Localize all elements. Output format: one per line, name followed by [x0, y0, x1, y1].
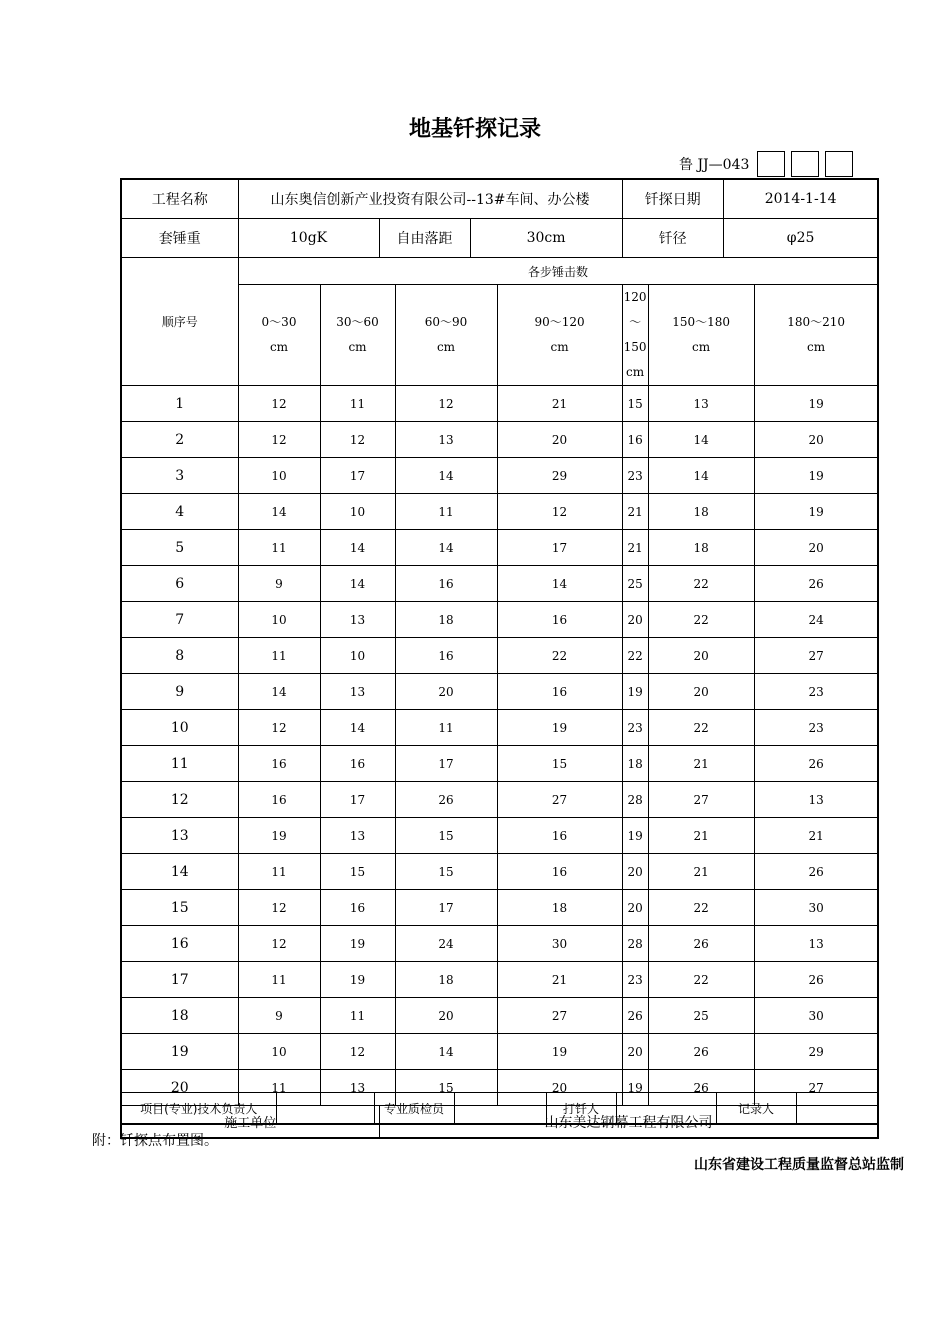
row-number: 12: [121, 782, 238, 818]
blow-count-cell[interactable]: 12: [238, 890, 320, 926]
blow-count-cell[interactable]: 16: [238, 782, 320, 818]
table-row: [121, 710, 878, 746]
date-value[interactable]: 2014-1-14: [723, 179, 878, 219]
table-row: [121, 962, 878, 998]
blow-count-cell[interactable]: 21: [497, 962, 622, 998]
construction-unit-value[interactable]: 山东美达钢幕工程有限公司: [379, 1106, 878, 1139]
blow-count-cell[interactable]: 12: [395, 386, 497, 422]
row-number: 4: [121, 494, 238, 530]
form-code-row: [679, 150, 853, 178]
blow-count-cell[interactable]: 26: [754, 566, 878, 602]
blow-count-cell[interactable]: 11: [238, 638, 320, 674]
blow-count-cell[interactable]: 19: [497, 710, 622, 746]
blow-count-cell[interactable]: 21: [497, 386, 622, 422]
blow-count-cell[interactable]: 20: [497, 422, 622, 458]
blow-count-cell[interactable]: 10: [320, 494, 395, 530]
blow-count-cell[interactable]: 12: [238, 422, 320, 458]
blow-count-cell[interactable]: 26: [754, 854, 878, 890]
table-row: [121, 1034, 878, 1070]
blow-count-cell[interactable]: 11: [238, 854, 320, 890]
blow-count-cell[interactable]: 14: [395, 1034, 497, 1070]
blow-count-cell[interactable]: 19: [754, 494, 878, 530]
blow-count-cell[interactable]: 11: [238, 530, 320, 566]
drop-value[interactable]: 30cm: [470, 219, 622, 258]
blows-label: 各步锤击数: [238, 258, 878, 285]
table-row: [121, 854, 878, 890]
blow-count-cell[interactable]: 11: [320, 386, 395, 422]
row-number: 16: [121, 926, 238, 962]
hammer-value[interactable]: 10gK: [238, 219, 379, 258]
blow-count-cell[interactable]: 16: [497, 602, 622, 638]
row-number: 2: [121, 422, 238, 458]
blow-count-cell[interactable]: 16: [622, 422, 648, 458]
range-header: 60～90 cm: [395, 285, 497, 386]
blow-count-cell[interactable]: 22: [648, 962, 754, 998]
blow-count-cell[interactable]: 27: [754, 638, 878, 674]
range-header: 150～180 cm: [648, 285, 754, 386]
blow-count-cell[interactable]: 16: [497, 818, 622, 854]
table-row: [121, 458, 878, 494]
blow-count-cell[interactable]: 22: [648, 566, 754, 602]
blow-count-cell[interactable]: 21: [648, 818, 754, 854]
row-number: 18: [121, 998, 238, 1034]
blow-count-cell[interactable]: 20: [395, 674, 497, 710]
blow-count-cell[interactable]: 17: [497, 530, 622, 566]
row-number: 3: [121, 458, 238, 494]
blow-count-cell[interactable]: 19: [320, 962, 395, 998]
row-number: 15: [121, 890, 238, 926]
blow-count-cell[interactable]: 12: [320, 422, 395, 458]
blow-count-cell[interactable]: 23: [754, 710, 878, 746]
blow-count-cell[interactable]: 14: [395, 530, 497, 566]
blow-count-cell[interactable]: 13: [320, 674, 395, 710]
project-label: 工程名称: [121, 179, 238, 219]
blow-count-cell[interactable]: 13: [320, 602, 395, 638]
table-row: [121, 494, 878, 530]
blow-count-cell[interactable]: 12: [320, 1034, 395, 1070]
blow-count-cell[interactable]: 19: [238, 818, 320, 854]
table-row: [121, 674, 878, 710]
blow-count-cell[interactable]: 12: [238, 710, 320, 746]
blow-count-cell[interactable]: 23: [754, 674, 878, 710]
blow-count-cell[interactable]: 26: [648, 1034, 754, 1070]
row-number: 11: [121, 746, 238, 782]
code-box-3[interactable]: [825, 151, 853, 177]
recorder-label: 记录人: [716, 1093, 796, 1125]
blow-count-cell[interactable]: 15: [395, 818, 497, 854]
blow-count-cell[interactable]: 19: [754, 386, 878, 422]
blow-count-cell[interactable]: 28: [622, 926, 648, 962]
row-number: 13: [121, 818, 238, 854]
rod-label: 钎径: [622, 219, 723, 258]
qc-label: 专业质检员: [374, 1093, 454, 1125]
blow-count-cell[interactable]: 20: [622, 890, 648, 926]
blow-count-cell[interactable]: 16: [395, 638, 497, 674]
row-number: 10: [121, 710, 238, 746]
blow-count-cell[interactable]: 25: [648, 998, 754, 1034]
probe-record-table: [120, 178, 879, 1139]
tech-lead-signature[interactable]: [276, 1093, 374, 1125]
blow-count-cell[interactable]: 17: [395, 746, 497, 782]
recorder-signature[interactable]: [796, 1093, 878, 1125]
row-number: 5: [121, 530, 238, 566]
blow-count-cell[interactable]: 11: [395, 710, 497, 746]
blow-count-cell[interactable]: 20: [648, 638, 754, 674]
blow-count-cell[interactable]: 15: [395, 854, 497, 890]
blow-count-cell[interactable]: 23: [622, 458, 648, 494]
driller-label: 打钎人: [546, 1093, 616, 1125]
table-row: [121, 638, 878, 674]
blow-count-cell[interactable]: 20: [648, 674, 754, 710]
row-number: 19: [121, 1034, 238, 1070]
blow-count-cell[interactable]: 14: [238, 674, 320, 710]
table-row: [121, 890, 878, 926]
row-number: 20: [121, 1070, 238, 1106]
blow-count-cell[interactable]: 13: [320, 1070, 395, 1106]
row-number: 9: [121, 674, 238, 710]
blow-count-cell[interactable]: 16: [320, 890, 395, 926]
blow-count-cell[interactable]: 11: [395, 494, 497, 530]
blow-count-cell[interactable]: 15: [320, 854, 395, 890]
blow-count-cell[interactable]: 10: [238, 458, 320, 494]
blow-count-cell[interactable]: 14: [320, 710, 395, 746]
data-rows: [121, 386, 878, 1106]
range-header: 90～120 cm: [497, 285, 622, 386]
blow-count-cell[interactable]: 13: [395, 422, 497, 458]
blow-count-cell[interactable]: 27: [497, 998, 622, 1034]
blow-count-cell[interactable]: 20: [622, 854, 648, 890]
blow-count-cell[interactable]: 22: [648, 602, 754, 638]
blow-count-cell[interactable]: 11: [238, 1070, 320, 1106]
blow-count-cell[interactable]: 30: [754, 998, 878, 1034]
blow-count-cell[interactable]: 9: [238, 998, 320, 1034]
blow-count-cell[interactable]: 9: [238, 566, 320, 602]
blow-count-cell[interactable]: 26: [754, 962, 878, 998]
blow-count-cell[interactable]: 10: [238, 602, 320, 638]
blow-count-cell[interactable]: 16: [238, 746, 320, 782]
table-row: [121, 530, 878, 566]
project-value[interactable]: 山东奥信创新产业投资有限公司--13#车间、办公楼: [238, 179, 622, 219]
code-box-1[interactable]: [757, 151, 785, 177]
blow-count-cell[interactable]: 27: [754, 1070, 878, 1106]
blow-count-cell[interactable]: 16: [497, 854, 622, 890]
drop-label: 自由落距: [379, 219, 470, 258]
blow-count-cell[interactable]: 10: [320, 638, 395, 674]
blow-count-cell[interactable]: 26: [648, 1070, 754, 1106]
qc-signature[interactable]: [454, 1093, 546, 1125]
table-row: [121, 422, 878, 458]
blow-count-cell[interactable]: 26: [395, 782, 497, 818]
hammer-label: 套锤重: [121, 219, 238, 258]
blow-count-cell[interactable]: 18: [648, 530, 754, 566]
blow-count-cell[interactable]: 12: [238, 926, 320, 962]
row-number: 8: [121, 638, 238, 674]
issuer: 山东省建设工程质量监督总站监制: [694, 1157, 904, 1173]
blow-count-cell[interactable]: 18: [497, 890, 622, 926]
blow-count-cell[interactable]: 14: [238, 494, 320, 530]
blow-count-cell[interactable]: 21: [648, 746, 754, 782]
blow-count-cell[interactable]: 26: [622, 998, 648, 1034]
blow-count-cell[interactable]: 14: [497, 566, 622, 602]
blow-count-cell[interactable]: 23: [622, 710, 648, 746]
blow-count-cell[interactable]: 20: [395, 998, 497, 1034]
seq-label: 顺序号: [121, 258, 238, 386]
blow-count-cell[interactable]: 22: [497, 638, 622, 674]
blow-count-cell[interactable]: 26: [648, 926, 754, 962]
blow-count-cell[interactable]: 25: [622, 566, 648, 602]
blow-count-cell[interactable]: 27: [648, 782, 754, 818]
table-row: [121, 746, 878, 782]
blow-count-cell[interactable]: 29: [754, 1034, 878, 1070]
blow-count-cell[interactable]: 14: [648, 422, 754, 458]
blow-count-cell[interactable]: 28: [622, 782, 648, 818]
blow-count-cell[interactable]: 17: [320, 782, 395, 818]
blow-count-cell[interactable]: 10: [238, 1034, 320, 1070]
header-row-1: [121, 179, 878, 219]
row-number: 14: [121, 854, 238, 890]
construction-unit-label: 施工单位: [121, 1106, 379, 1139]
form-code: 鲁 JJ—043: [679, 157, 750, 173]
blow-count-cell[interactable]: 15: [395, 1070, 497, 1106]
header-row-2: [121, 219, 878, 258]
table-row: [121, 998, 878, 1034]
blow-count-cell[interactable]: 19: [622, 818, 648, 854]
table-row: [121, 926, 878, 962]
blow-count-cell[interactable]: 20: [622, 1034, 648, 1070]
signature-row: [121, 1093, 878, 1125]
code-box-2[interactable]: [791, 151, 819, 177]
driller-signature[interactable]: [616, 1093, 716, 1125]
blow-count-cell[interactable]: 22: [622, 638, 648, 674]
blow-count-cell[interactable]: 20: [754, 422, 878, 458]
table-row: [121, 818, 878, 854]
attachment-note: 附：钎探点布置图。: [92, 1133, 218, 1149]
range-header: 0～30 cm: [238, 285, 320, 386]
blow-count-cell[interactable]: 18: [622, 746, 648, 782]
blow-count-cell[interactable]: 13: [320, 818, 395, 854]
table-row: [121, 782, 878, 818]
table-row: [121, 602, 878, 638]
table-row: [121, 566, 878, 602]
blow-count-cell[interactable]: 27: [497, 782, 622, 818]
blow-count-cell[interactable]: 12: [238, 386, 320, 422]
blow-count-cell[interactable]: 12: [497, 494, 622, 530]
row-number: 7: [121, 602, 238, 638]
blow-count-cell[interactable]: 19: [622, 1070, 648, 1106]
blow-count-cell[interactable]: 14: [320, 566, 395, 602]
blow-count-cell[interactable]: 19: [320, 926, 395, 962]
tech-lead-label: 项目(专业)技术负责人: [121, 1093, 276, 1125]
blow-count-cell[interactable]: 21: [622, 494, 648, 530]
blow-count-cell[interactable]: 14: [320, 530, 395, 566]
blow-count-cell[interactable]: 16: [395, 566, 497, 602]
blow-count-cell[interactable]: 26: [754, 746, 878, 782]
blow-count-cell[interactable]: 21: [648, 854, 754, 890]
blow-count-cell[interactable]: 21: [622, 530, 648, 566]
blow-count-cell[interactable]: 13: [754, 926, 878, 962]
blow-count-cell[interactable]: 17: [395, 890, 497, 926]
blow-count-cell[interactable]: 30: [754, 890, 878, 926]
blow-count-cell[interactable]: 15: [497, 746, 622, 782]
blow-count-cell[interactable]: 15: [622, 386, 648, 422]
blow-count-cell[interactable]: 20: [497, 1070, 622, 1106]
blow-count-cell[interactable]: 24: [395, 926, 497, 962]
blow-count-cell[interactable]: 18: [395, 602, 497, 638]
blow-count-cell[interactable]: 29: [497, 458, 622, 494]
blow-count-cell[interactable]: 18: [395, 962, 497, 998]
blow-count-cell[interactable]: 11: [238, 962, 320, 998]
blows-header-row: [121, 258, 878, 285]
blow-count-cell[interactable]: 19: [754, 458, 878, 494]
blow-count-cell[interactable]: 30: [497, 926, 622, 962]
blow-count-cell[interactable]: 23: [622, 962, 648, 998]
date-label: 钎探日期: [622, 179, 723, 219]
blow-count-cell[interactable]: 24: [754, 602, 878, 638]
blow-count-cell[interactable]: 18: [648, 494, 754, 530]
row-number: 17: [121, 962, 238, 998]
row-number: 1: [121, 386, 238, 422]
range-header: 120～150 cm: [622, 285, 648, 386]
blow-count-cell[interactable]: 22: [648, 710, 754, 746]
blow-count-cell[interactable]: 16: [497, 674, 622, 710]
blow-count-cell[interactable]: 11: [320, 998, 395, 1034]
blow-count-cell[interactable]: 20: [622, 602, 648, 638]
table-row: [121, 386, 878, 422]
blow-count-cell[interactable]: 16: [320, 746, 395, 782]
blow-count-cell[interactable]: 19: [622, 674, 648, 710]
page-title: 地基钎探记录: [408, 117, 541, 142]
blow-count-cell[interactable]: 20: [754, 530, 878, 566]
blow-count-cell[interactable]: 14: [648, 458, 754, 494]
range-header: 180～210 cm: [754, 285, 878, 386]
blow-count-cell[interactable]: 13: [648, 386, 754, 422]
row-number: 6: [121, 566, 238, 602]
blow-count-cell[interactable]: 14: [395, 458, 497, 494]
rod-value[interactable]: φ25: [723, 219, 878, 258]
blow-count-cell[interactable]: 13: [754, 782, 878, 818]
blow-count-cell[interactable]: 19: [497, 1034, 622, 1070]
signature-table: [120, 1092, 879, 1125]
range-header: 30～60 cm: [320, 285, 395, 386]
blow-count-cell[interactable]: 17: [320, 458, 395, 494]
blow-count-cell[interactable]: 21: [754, 818, 878, 854]
blow-count-cell[interactable]: 22: [648, 890, 754, 926]
